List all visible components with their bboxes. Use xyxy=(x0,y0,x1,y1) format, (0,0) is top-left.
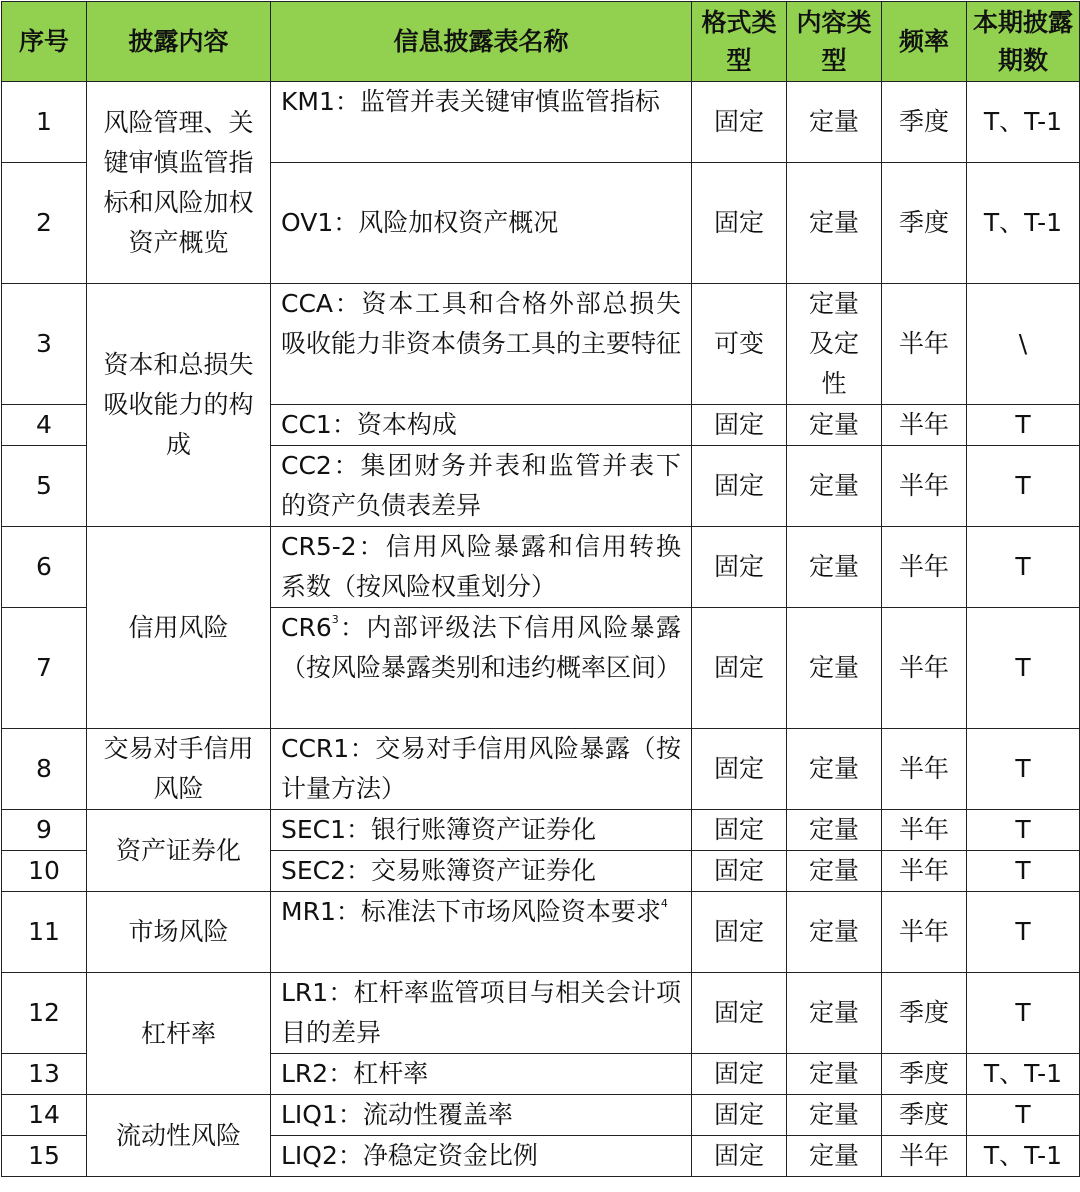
footnote-marker: 4 xyxy=(660,897,668,910)
row-number: 15 xyxy=(2,1136,87,1177)
content-type: 定量 xyxy=(787,810,882,851)
format-type: 固定 xyxy=(692,973,787,1054)
table-row xyxy=(2,810,1080,851)
content-type: 定量 xyxy=(787,851,882,892)
frequency: 半年 xyxy=(882,446,967,527)
periods: T xyxy=(967,973,1080,1054)
table-name: LIQ2：净稳定资金比例 xyxy=(281,1141,538,1170)
row-number: 12 xyxy=(2,973,87,1054)
table-name-cell xyxy=(271,82,692,163)
table-name-cell xyxy=(271,405,692,446)
table-name-cell xyxy=(271,810,692,851)
content-type: 定量 xyxy=(787,405,882,446)
row-number: 1 xyxy=(2,82,87,163)
format-type: 固定 xyxy=(692,851,787,892)
frequency: 半年 xyxy=(882,1136,967,1177)
row-number: 7 xyxy=(2,608,87,729)
content-type: 定量 xyxy=(787,973,882,1054)
disclosure-category: 流动性风险 xyxy=(87,1095,271,1177)
table-name: CC2：集团财务并表和监管并表下的资产负债表差异 xyxy=(281,451,681,520)
table-row xyxy=(2,1095,1080,1136)
header-content-type: 内容类型 xyxy=(787,2,882,82)
periods: T xyxy=(967,851,1080,892)
content-type: 定量 xyxy=(787,608,882,729)
table-name-cell xyxy=(271,284,692,405)
table-name-cell xyxy=(271,163,692,284)
table-name: LIQ1：流动性覆盖率 xyxy=(281,1100,513,1129)
header-content: 披露内容 xyxy=(87,2,271,82)
header-table-name: 信息披露表名称 xyxy=(271,2,692,82)
content-type: 定量 xyxy=(787,729,882,810)
table-name: CC1：资本构成 xyxy=(281,410,457,439)
disclosure-category: 信用风险 xyxy=(87,527,271,729)
header-format-type: 格式类型 xyxy=(692,2,787,82)
disclosure-category: 市场风险 xyxy=(87,892,271,973)
row-number: 2 xyxy=(2,163,87,284)
table-row xyxy=(2,973,1080,1054)
table-name: MR1：标准法下市场风险资本要求 xyxy=(281,897,661,926)
disclosure-category: 资产证券化 xyxy=(87,810,271,892)
table-name: SEC2：交易账簿资产证券化 xyxy=(281,856,597,885)
disclosure-category: 资本和总损失吸收能力的构成 xyxy=(87,284,271,527)
format-type: 固定 xyxy=(692,810,787,851)
table-row xyxy=(2,892,1080,973)
content-type: 定量 xyxy=(787,1054,882,1095)
table-row xyxy=(2,284,1080,405)
periods: T xyxy=(967,729,1080,810)
table-row xyxy=(2,527,1080,608)
row-number: 10 xyxy=(2,851,87,892)
row-number: 13 xyxy=(2,1054,87,1095)
periods: T、T-1 xyxy=(967,163,1080,284)
content-type: 定量 xyxy=(787,527,882,608)
frequency: 季度 xyxy=(882,1095,967,1136)
frequency: 半年 xyxy=(882,527,967,608)
content-type: 定量 xyxy=(787,1095,882,1136)
table-name: KM1：监管并表关键审慎监管指标 xyxy=(281,87,660,116)
format-type: 固定 xyxy=(692,163,787,284)
table-name: SEC1：银行账簿资产证券化 xyxy=(281,815,597,844)
format-type: 固定 xyxy=(692,1095,787,1136)
frequency: 季度 xyxy=(882,1054,967,1095)
frequency: 季度 xyxy=(882,973,967,1054)
table-name-cell xyxy=(271,527,692,608)
table-name-cell xyxy=(271,1095,692,1136)
frequency: 半年 xyxy=(882,608,967,729)
periods: T、T-1 xyxy=(967,1054,1080,1095)
table-name-cell xyxy=(271,446,692,527)
header-frequency: 频率 xyxy=(882,2,967,82)
frequency: 季度 xyxy=(882,163,967,284)
format-type: 固定 xyxy=(692,608,787,729)
row-number: 8 xyxy=(2,729,87,810)
row-number: 6 xyxy=(2,527,87,608)
format-type: 固定 xyxy=(692,1136,787,1177)
header-periods: 本期披露期数 xyxy=(967,2,1080,82)
format-type: 固定 xyxy=(692,446,787,527)
disclosure-category: 杠杆率 xyxy=(87,973,271,1095)
periods: T xyxy=(967,1095,1080,1136)
table-row xyxy=(2,729,1080,810)
periods: T、T-1 xyxy=(967,82,1080,163)
periods: T、T-1 xyxy=(967,1136,1080,1177)
format-type: 固定 xyxy=(692,405,787,446)
row-number: 11 xyxy=(2,892,87,973)
table-name: CR6 xyxy=(281,613,332,642)
periods: T xyxy=(967,892,1080,973)
table-name-cell xyxy=(271,729,692,810)
periods: T xyxy=(967,405,1080,446)
format-type: 固定 xyxy=(692,892,787,973)
table-name-cell xyxy=(271,1054,692,1095)
row-number: 5 xyxy=(2,446,87,527)
footnote-marker: 3 xyxy=(331,613,339,626)
frequency: 半年 xyxy=(882,405,967,446)
table-row xyxy=(2,82,1080,163)
periods: T xyxy=(967,608,1080,729)
table-name-continued: ：内部评级法下信用风险暴露（按风险暴露类别和违约概率区间） xyxy=(281,613,682,682)
table-name: LR1：杠杆率监管项目与相关会计项目的差异 xyxy=(281,978,681,1047)
content-type: 定量 xyxy=(787,892,882,973)
format-type: 固定 xyxy=(692,527,787,608)
content-type: 定量 xyxy=(787,446,882,527)
content-type: 定量 xyxy=(787,163,882,284)
table-name: CR5-2：信用风险暴露和信用转换系数（按风险权重划分） xyxy=(281,532,681,601)
row-number: 14 xyxy=(2,1095,87,1136)
format-type: 固定 xyxy=(692,1054,787,1095)
table-name-cell xyxy=(271,851,692,892)
periods: T xyxy=(967,446,1080,527)
periods: T xyxy=(967,527,1080,608)
table-name: LR2：杠杆率 xyxy=(281,1059,429,1088)
disclosure-category: 交易对手信用风险 xyxy=(87,729,271,810)
frequency: 半年 xyxy=(882,851,967,892)
format-type: 固定 xyxy=(692,729,787,810)
content-type: 定量及定性 xyxy=(787,284,882,405)
table-name-cell xyxy=(271,608,692,729)
frequency: 半年 xyxy=(882,729,967,810)
format-type: 可变 xyxy=(692,284,787,405)
row-number: 3 xyxy=(2,284,87,405)
table-name-cell xyxy=(271,892,692,973)
periods: T xyxy=(967,810,1080,851)
header-row xyxy=(2,2,1080,82)
header-no: 序号 xyxy=(2,2,87,82)
frequency: 半年 xyxy=(882,892,967,973)
table-name: CCA：资本工具和合格外部总损失吸收能力非资本债务工具的主要特征 xyxy=(281,289,682,358)
disclosure-category: 风险管理、关键审慎监管指标和风险加权资产概览 xyxy=(87,82,271,284)
table-name: OV1：风险加权资产概况 xyxy=(281,208,559,237)
frequency: 半年 xyxy=(882,810,967,851)
content-type: 定量 xyxy=(787,1136,882,1177)
disclosure-table xyxy=(1,1,1080,1177)
frequency: 季度 xyxy=(882,82,967,163)
frequency: 半年 xyxy=(882,284,967,405)
row-number: 9 xyxy=(2,810,87,851)
table-name-cell xyxy=(271,973,692,1054)
content-type: 定量 xyxy=(787,82,882,163)
table-name: CCR1：交易对手信用风险暴露（按计量方法） xyxy=(281,734,681,803)
row-number: 4 xyxy=(2,405,87,446)
periods: \ xyxy=(967,284,1080,405)
format-type: 固定 xyxy=(692,82,787,163)
table-name-cell xyxy=(271,1136,692,1177)
